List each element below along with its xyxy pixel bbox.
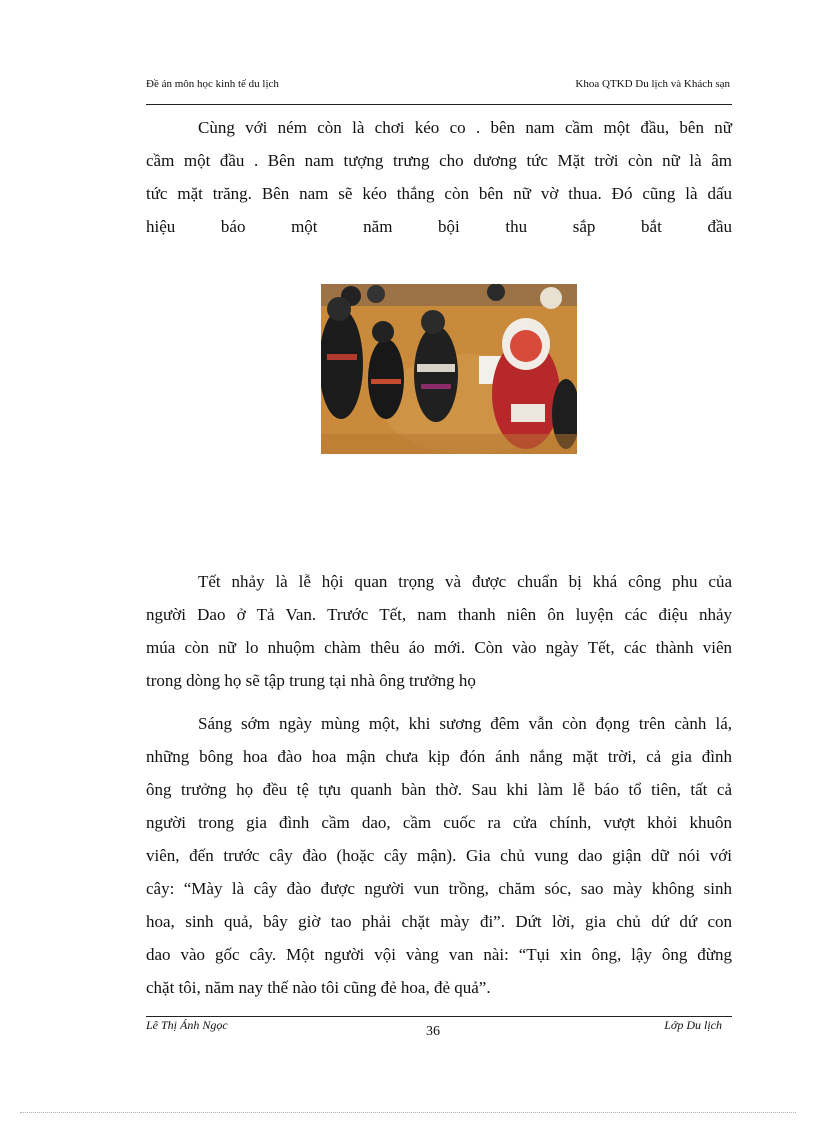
paragraph-tet-nhay xyxy=(146,565,732,697)
paragraph-line: người trong gia đình cầm dao, cầm cuốc ra cửa chính, vượt khỏi khuôn xyxy=(146,813,732,832)
paragraph-line: cây: “Mày là cây đào được người vun trồng, chăm sóc, sao mày không sinh xyxy=(146,879,732,898)
festival-photo xyxy=(321,284,577,454)
footer-author: Lê Thị Ánh Ngọc xyxy=(146,1018,228,1032)
paragraph-line: hoa, sinh quả, bây giờ tao phải chặt mày đi”. Dứt lời, gia chủ dứ dứ con xyxy=(146,912,732,931)
paragraph-line: những bông hoa đào hoa mận chưa kịp đón ánh nắng mặt trời, cả gia đình xyxy=(146,747,732,766)
paragraph-line: tức mặt trăng. Bên nam sẽ kéo thắng còn bên nữ vờ thua. Đó cũng là dấu xyxy=(146,184,732,203)
footer-divider xyxy=(146,1016,732,1017)
paragraph-line: múa còn nữ lo nhuộm chàm thêu áo mới. Còn vào ngày Tết, các thành viên xyxy=(146,638,732,657)
footer-class: Lớp Du lịch xyxy=(664,1018,722,1032)
paragraph-new-year-morning xyxy=(146,707,732,1004)
page-boundary-dots xyxy=(20,1112,796,1113)
paragraph-line: Sáng sớm ngày mùng một, khi sương đêm vẫn còn đọng trên cành lá, xyxy=(198,714,732,733)
paragraph-line: trong dòng họ sẽ tập trung tại nhà ông trưởng họ xyxy=(146,671,476,690)
header-faculty: Khoa QTKD Du lịch và Khách sạn xyxy=(575,78,730,90)
paragraph-line: người Dao ở Tả Van. Trước Tết, nam thanh niên ôn luyện các điệu nhảy xyxy=(146,605,732,624)
paragraph-line: cầm một đầu . Bên nam tượng trưng cho dương tức Mặt trời còn nữ là âm xyxy=(146,151,732,170)
header-course-title: Đề án môn học kinh tế du lịch xyxy=(146,78,279,90)
paragraph-line: dao vào gốc cây. Một người vội vàng van nài: “Tụi xin ông, lậy ông đừng xyxy=(146,945,732,964)
festival-photo-icon xyxy=(321,284,577,454)
paragraph-line: viên, đến trước cây đào (hoặc cây mận). Gia chủ vung dao giận dữ nói với xyxy=(146,846,732,865)
paragraph-line: ông trưởng họ đều tệ tựu quanh bàn thờ. Sau khi làm lễ báo tổ tiên, tất cả xyxy=(146,780,732,799)
header-divider xyxy=(146,104,732,105)
paragraph-line: hiệu báo một năm bội thu sắp bắt đầu xyxy=(146,217,732,236)
paragraph-line: Tết nhảy là lễ hội quan trọng và được chuẩn bị khá công phu của xyxy=(198,572,732,591)
page-number: 36 xyxy=(426,1024,440,1039)
paragraph-line: Cùng với ném còn là chơi kéo co . bên nam cầm một đầu, bên nữ xyxy=(198,118,732,137)
paragraph-line: chặt tôi, năm nay thế nào tôi cũng đẻ hoa, đẻ quả”. xyxy=(146,978,491,997)
page-header xyxy=(146,74,732,94)
paragraph-tug-of-war xyxy=(146,111,732,243)
page-footer xyxy=(146,1018,732,1042)
